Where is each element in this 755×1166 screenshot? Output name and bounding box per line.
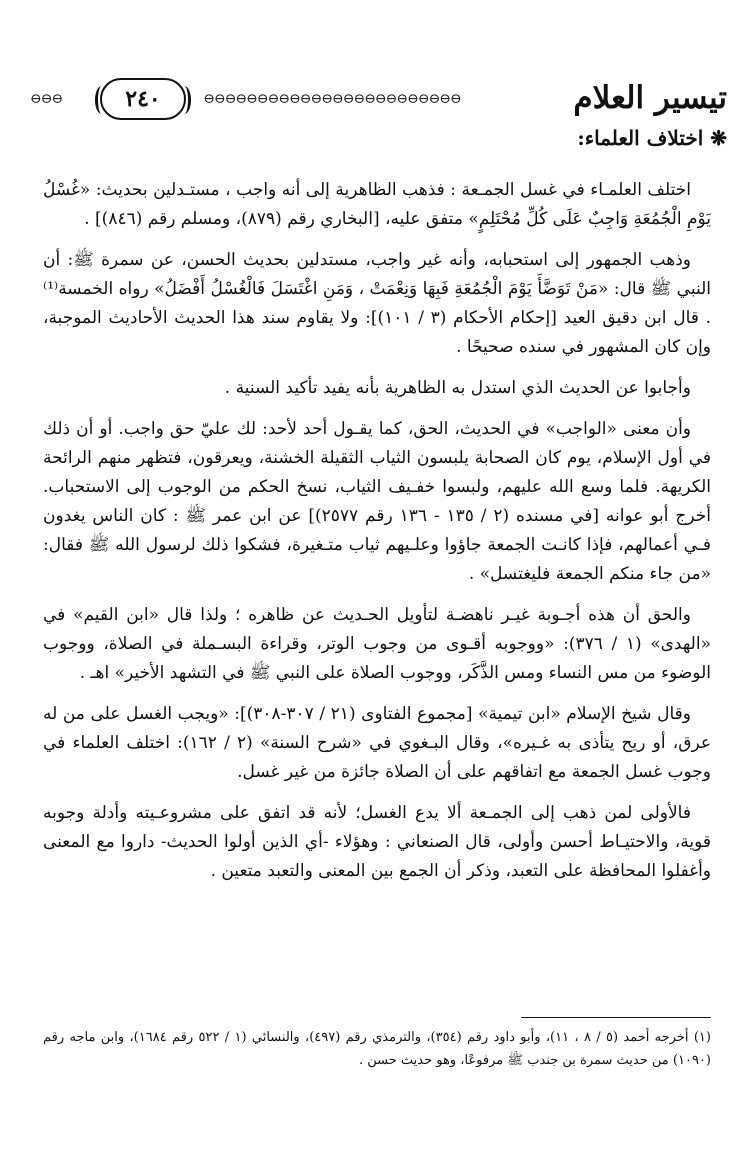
paragraph: والحق أن هذه أجـوبة غيـر ناهضـة لتأويل الحـديث عن ظاهره ؛ ولذا قال «ابن القيم» في «الهدى» (١ / ٣٧٦): «ووجوبه أقـوى من وجوب الوتر، وقراءة البسـملة في الصلاة، ووجوب الوضوء من مس النساء ومس الذَّكَر، ووجوب الصلاة على النبي ﷺ في التشهد الأخير» اهـ . (43, 605, 711, 683)
paragraph: وذهب الجمهور إلى استحبابه، وأنه غير واجب، مستدلين بحديث الحسن، عن سمرة ﷺ: أن النبي ﷺ قال: «مَنْ تَوَضَّأَ يَوْمَ الْجُمُعَةِ فَبِهَا وَنِعْمَتْ ، وَمَنِ اغْتَسَلَ فَالْغُسْلُ أَفْضَلُ» رواه الخمسة⁽¹⁾ . قال ابن دقيق العيد [إحكام الأحكام (٣ / ١٠١)]: ولا يقاوم سند هذا الحديث الأحاديث الموجبة، وإن كان المشهور في سنده صحيحًا . (43, 250, 711, 357)
footnote: (١) أخرجه أحمد (٥ / ٨ ، ١١)، وأبو داود رقم (٣٥٤)، والترمذي رقم (٤٩٧)، والنسائي (١ / ٥٢٢ رقم ١٦٨٤)، وابن ماجه رقم (١٠٩٠) من حديث سمرة بن جندب ﷺ مرفوعًا، وهو حديث حسن . (43, 1030, 711, 1068)
book-title: تيسير العلام (573, 80, 727, 116)
footnotes (43, 1026, 711, 1072)
footnote-divider (521, 1017, 711, 1018)
page-header (30, 78, 727, 126)
paragraph: وقال شيخ الإسلام «ابن تيمية» [مجموع الفتاوى (٢١ / ٣٠٧-٣٠٨)]: «ويجب الغسل على من له عرق، أو ريح يتأذى به غـيره»، وقال البـغوي في «شرح السنة» (٢ / ١٦٢): اختلف العلماء في وجوب غسل الجمعة مع اتفاقهم على أن الصلاة جائزة من غير غسل. (43, 704, 711, 782)
paragraph: وأن معنى «الواجب» في الحديث، الحق، كما يقـول أحد لأحد: لك عليّ حق واجب. أو أن ذلك في أول الإسلام، يوم كان الصحابة يلبسون الثياب الثقيلة الخشنة، ويعرقون، فتظهر منهم الرائحة الكريهة. فلما وسع الله عليهم، ولبسوا خفـيف الثياب، نسخ الحكم من الوجوب إلى الاستحباب. أخرج أبو عوانه [في مسنده (٢ / ١٣٥ - ١٣٦ رقم ٢٥٧٧)] عن ابن عمر ﷺ : كان الناس يغدون فـي أعمالهم، فإذا كانـت الجمعة جاؤوا وعلـيهم ثياب متـغيرة، فشكوا ذلك لرسول الله ﷺ فقال: «من جاء منكم الجمعة فليغتسل» . (43, 419, 711, 584)
paragraph: وأجابوا عن الحديث الذي استدل به الظاهرية بأنه يفيد تأكيد السنية . (224, 378, 691, 398)
header-ornament-small: ⊖⊖⊖ (30, 92, 63, 106)
paragraph: فالأولى لمن ذهب إلى الجمـعة ألا يدع الغسل؛ لأنه قد اتفق على مشروعـيته وأدلة وجوبه قوية، والاحتيـاط أحسن وأولى، قال الصنعاني : وهؤلاء -أي الذين أولوا الحديث- داروا مع المعنى وأغفلوا المحافظة على التعبد، وذكر أن الجمع بين المعنى والتعبد متعين . (43, 803, 711, 881)
page-number: ٢٤٠ (100, 78, 186, 120)
section-heading: ❋ اختلاف العلماء: (577, 126, 727, 150)
header-ornament: ⊖⊖⊖⊖⊖⊖⊖⊖⊖⊖⊖⊖⊖⊖⊖⊖⊖⊖⊖⊖⊖⊖⊖⊖ (203, 92, 461, 106)
body-text (43, 176, 711, 898)
paragraph: اختلف العلمـاء في غسل الجمـعة : فذهب الظاهرية إلى أنه واجب ، مستـدلين بحديث: «غُسْلُ يَوْمِ الْجُمُعَةِ وَاجِبٌ عَلَى كُلِّ مُحْتَلِمٍ» متفق عليه، [البخاري رقم (٨٧٩)، ومسلم رقم (٨٤٦)] . (43, 180, 711, 229)
